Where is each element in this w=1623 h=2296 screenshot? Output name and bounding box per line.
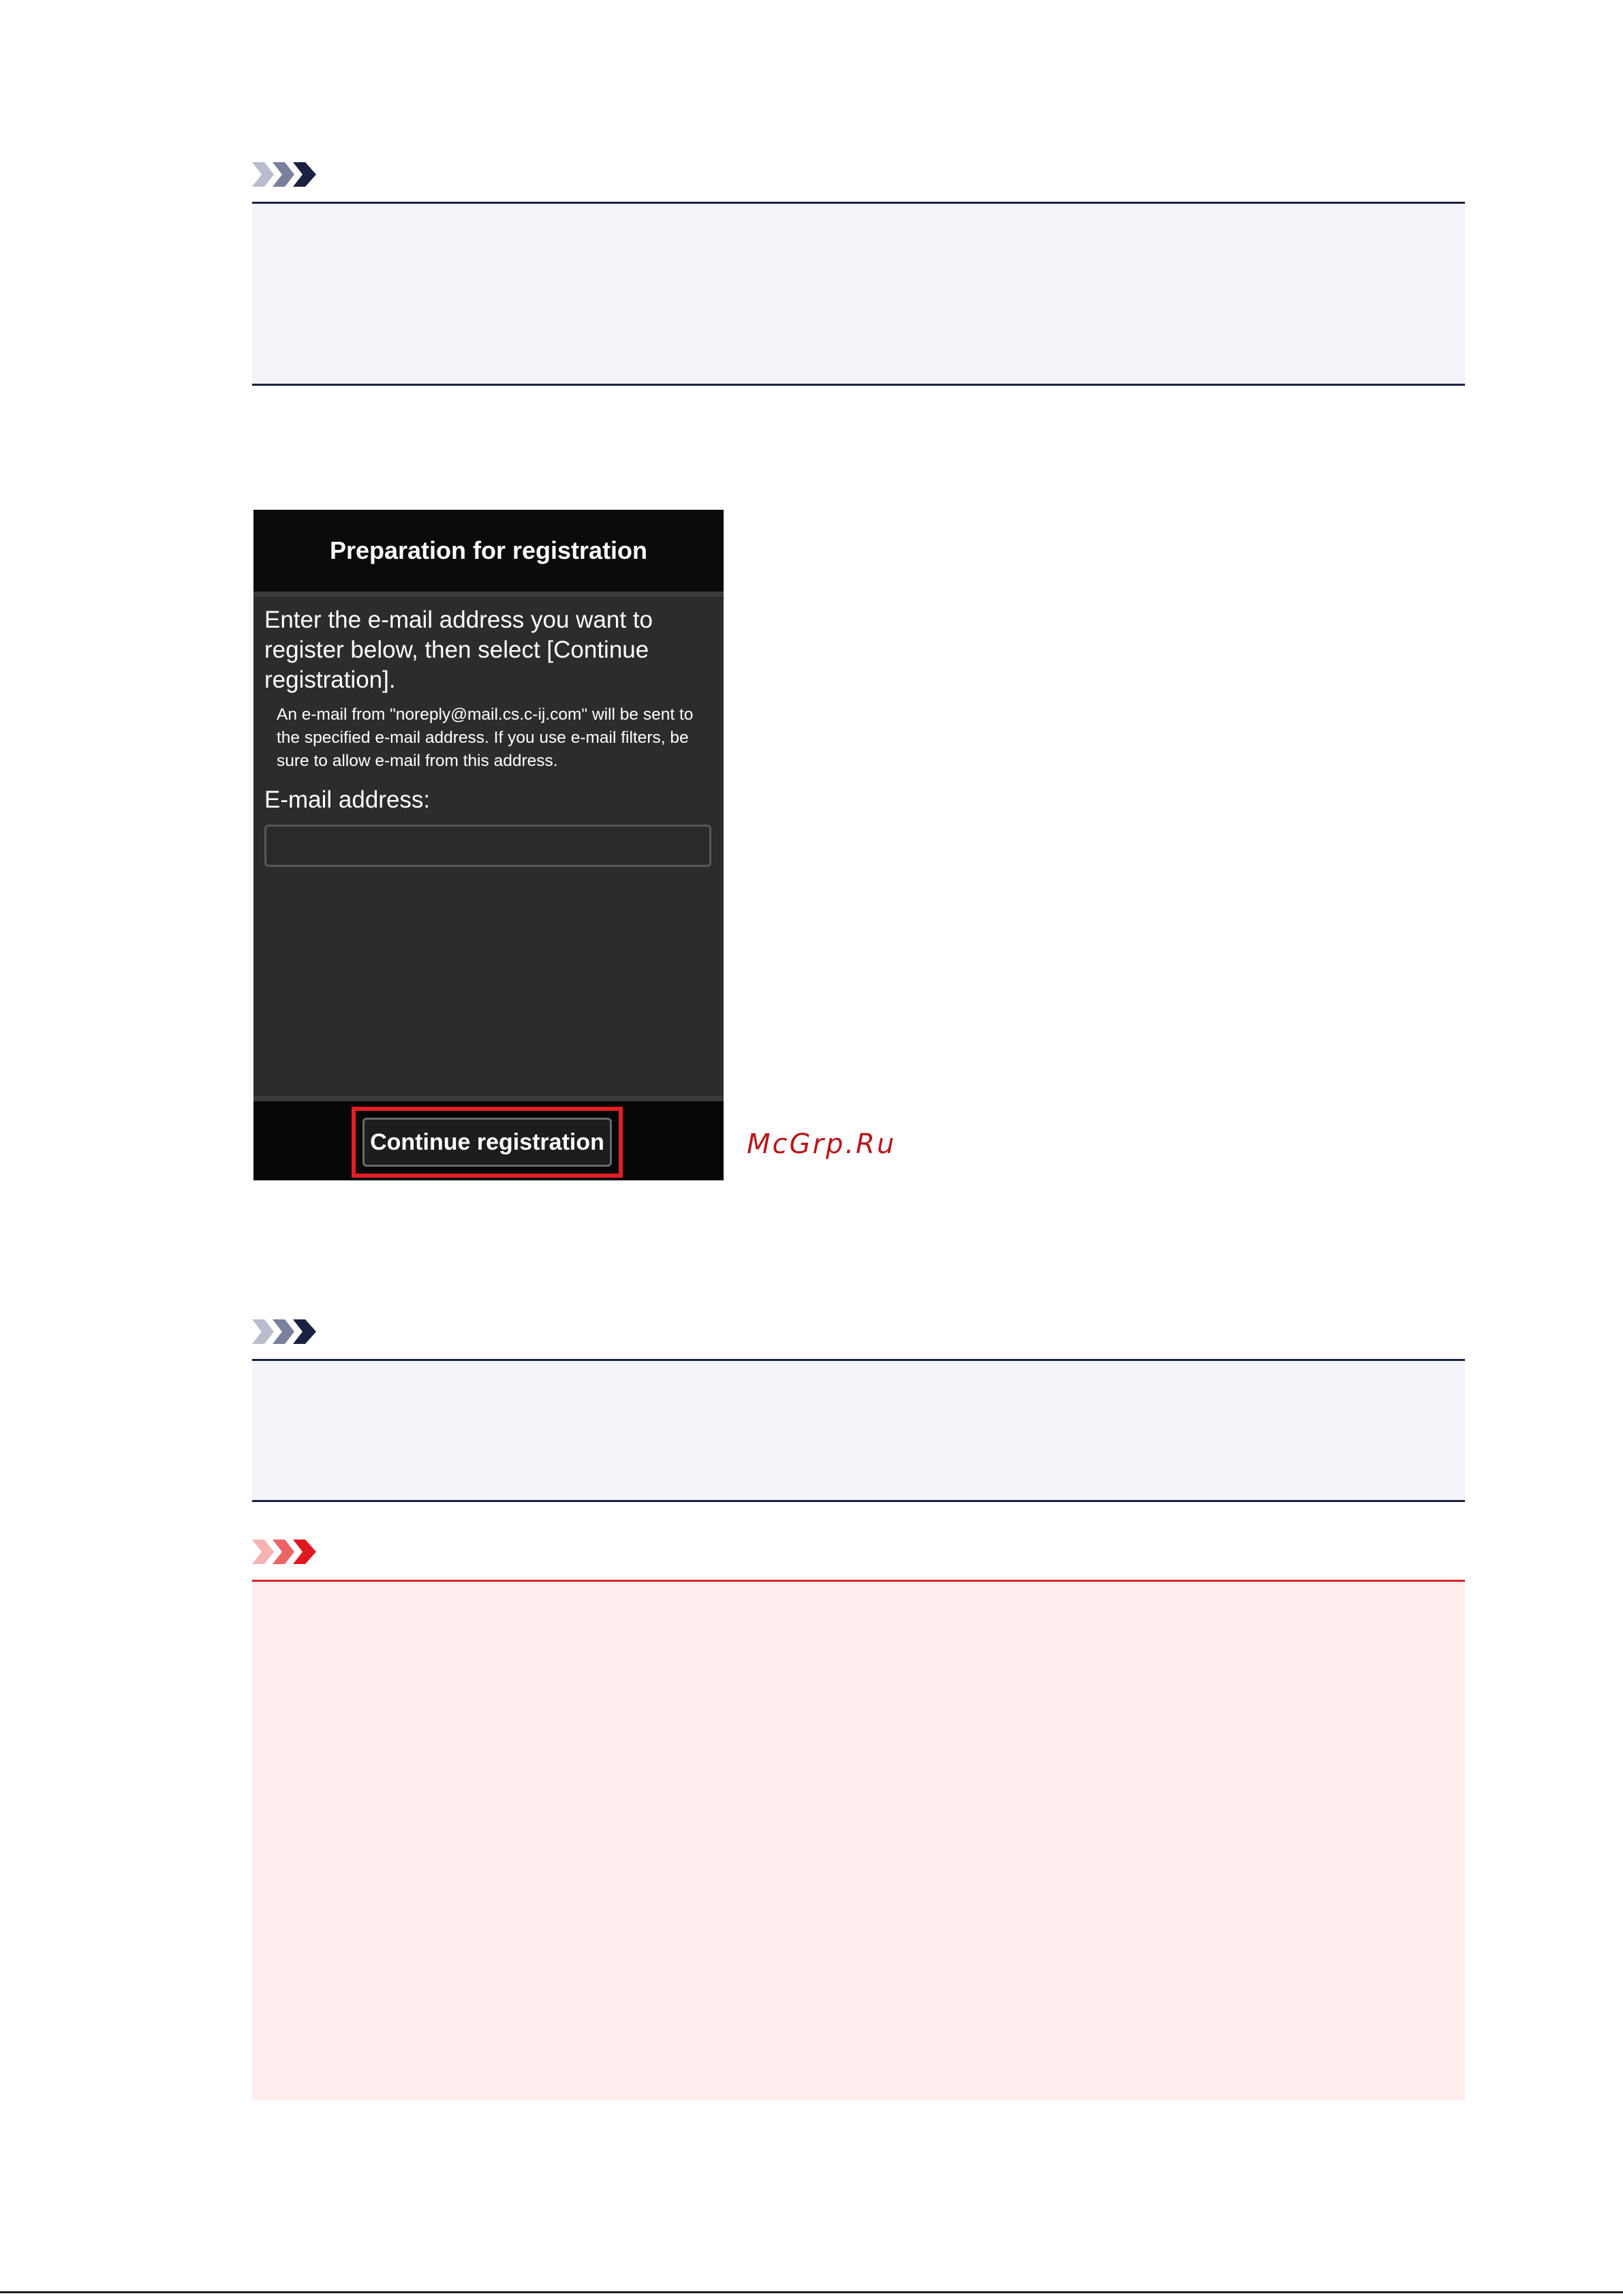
note-box (252, 202, 1465, 386)
email-field[interactable] (264, 825, 711, 867)
screen-title: Preparation for registration (329, 536, 648, 564)
continue-registration-button[interactable]: Continue registration (362, 1118, 612, 1167)
highlight-frame (352, 1107, 623, 1178)
watermark: McGrp.Ru (747, 1129, 897, 1160)
note-box (252, 1359, 1465, 1502)
phone-header (253, 510, 724, 597)
page-bottom-rule (0, 2291, 1623, 2293)
note-chevrons-icon (252, 1318, 318, 1345)
note-chevrons-icon (252, 161, 318, 188)
important-box (252, 1580, 1465, 2100)
phone-screenshot (253, 510, 724, 1180)
important-chevrons-icon (252, 1538, 318, 1565)
instruction-text: Enter the e-mail address you want to register below, then select [Continue registration]. (264, 607, 653, 693)
phone-footer (253, 1096, 724, 1180)
notice-text: An e-mail from "noreply@mail.cs.c-ij.com" will be sent to the specified e-mail address. If you use e-mail filters, be sure to allow e-mail from this address. (277, 705, 694, 770)
email-label: E-mail address: (264, 786, 431, 813)
